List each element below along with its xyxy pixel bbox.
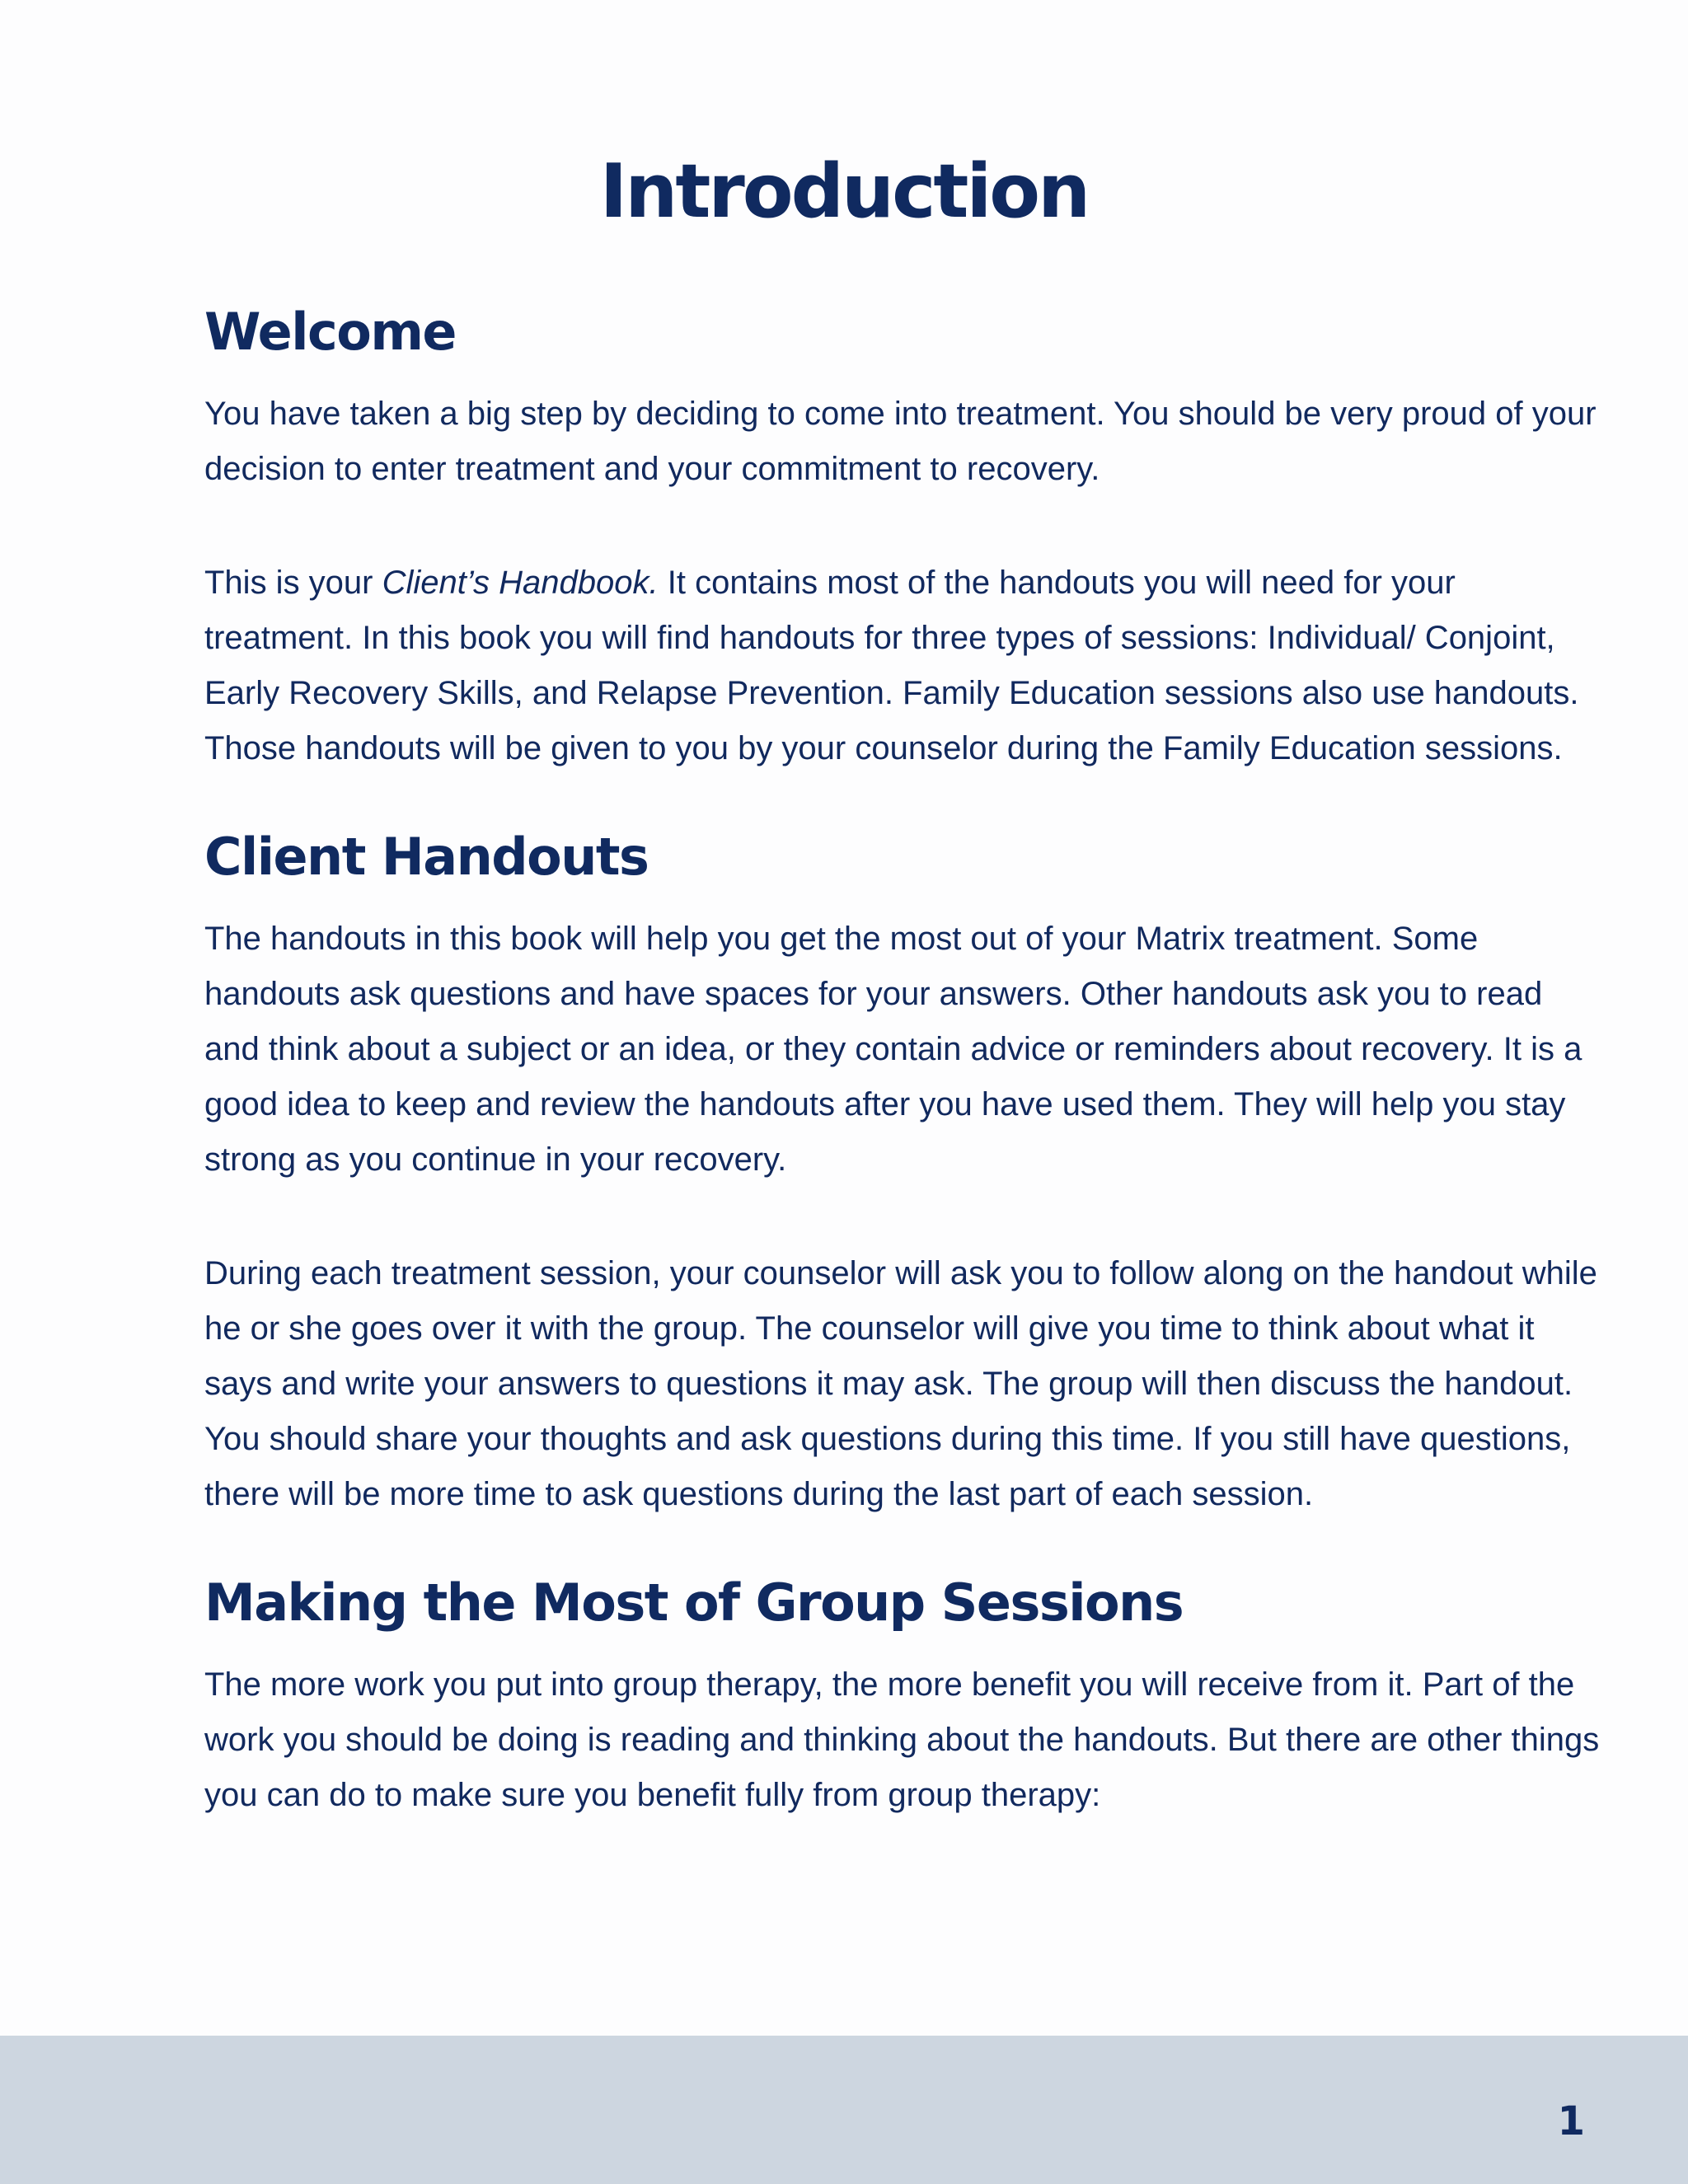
section-heading-welcome: Welcome bbox=[204, 302, 456, 362]
welcome-paragraph: You have taken a big step by deciding to come into treatment. You should be very proud of your decision to enter treatment and your commitment to recovery. bbox=[204, 396, 1597, 487]
section-heading-client-handouts: Client Handouts bbox=[204, 827, 649, 887]
section-heading-group-sessions: Making the Most of Group Sessions bbox=[204, 1572, 1184, 1633]
handbook-paragraph-text-start: This is your bbox=[204, 565, 382, 601]
page-title: Introduction bbox=[599, 148, 1089, 235]
group-therapy-paragraph: The more work you put into group therapy, the more benefit you will receive from it. Part of the work you should be doing is reading and thinking about the handouts. But there are other things you can do to make sure you benefit fully from group therapy: bbox=[204, 1666, 1600, 1813]
handbook-paragraph bbox=[204, 555, 1606, 776]
page-footer bbox=[0, 2036, 1688, 2184]
page-number: 1 bbox=[1557, 2098, 1585, 2144]
handouts-paragraph: The handouts in this book will help you get the most out of your Matrix treatment. Some handouts ask questions and have spaces for your answers. Other handouts ask you to read and think about a subject or an idea, or they contain advice or reminders about recovery. It is a good idea to keep and review the handouts after you have used them. They will help you stay strong as you continue in your recovery. bbox=[204, 921, 1582, 1178]
page-content bbox=[204, 293, 1606, 1823]
handbook-title: Client’s Handbook. bbox=[382, 565, 659, 601]
handbook-paragraph-text-end: It contains most of the handouts you will need for your treatment. In this book you will find handouts for three types of sessions: Individual/ Conjoint, Early Recovery Skills, and Relapse Prevention. Family Education sessions also use handouts. Those handouts will be given to you by your counselor during the Family Education sessions. bbox=[204, 565, 1579, 766]
treatment-session-paragraph: During each treatment session, your counselor will ask you to follow along on the handout while he or she goes over it with the group. The counselor will give you time to think about what it says and write your answers to questions it may ask. The group will then discuss the handout. You should share your thoughts and ask questions during this time. If you still have questions, there will be more time to ask questions during the last part of each session. bbox=[204, 1255, 1597, 1512]
